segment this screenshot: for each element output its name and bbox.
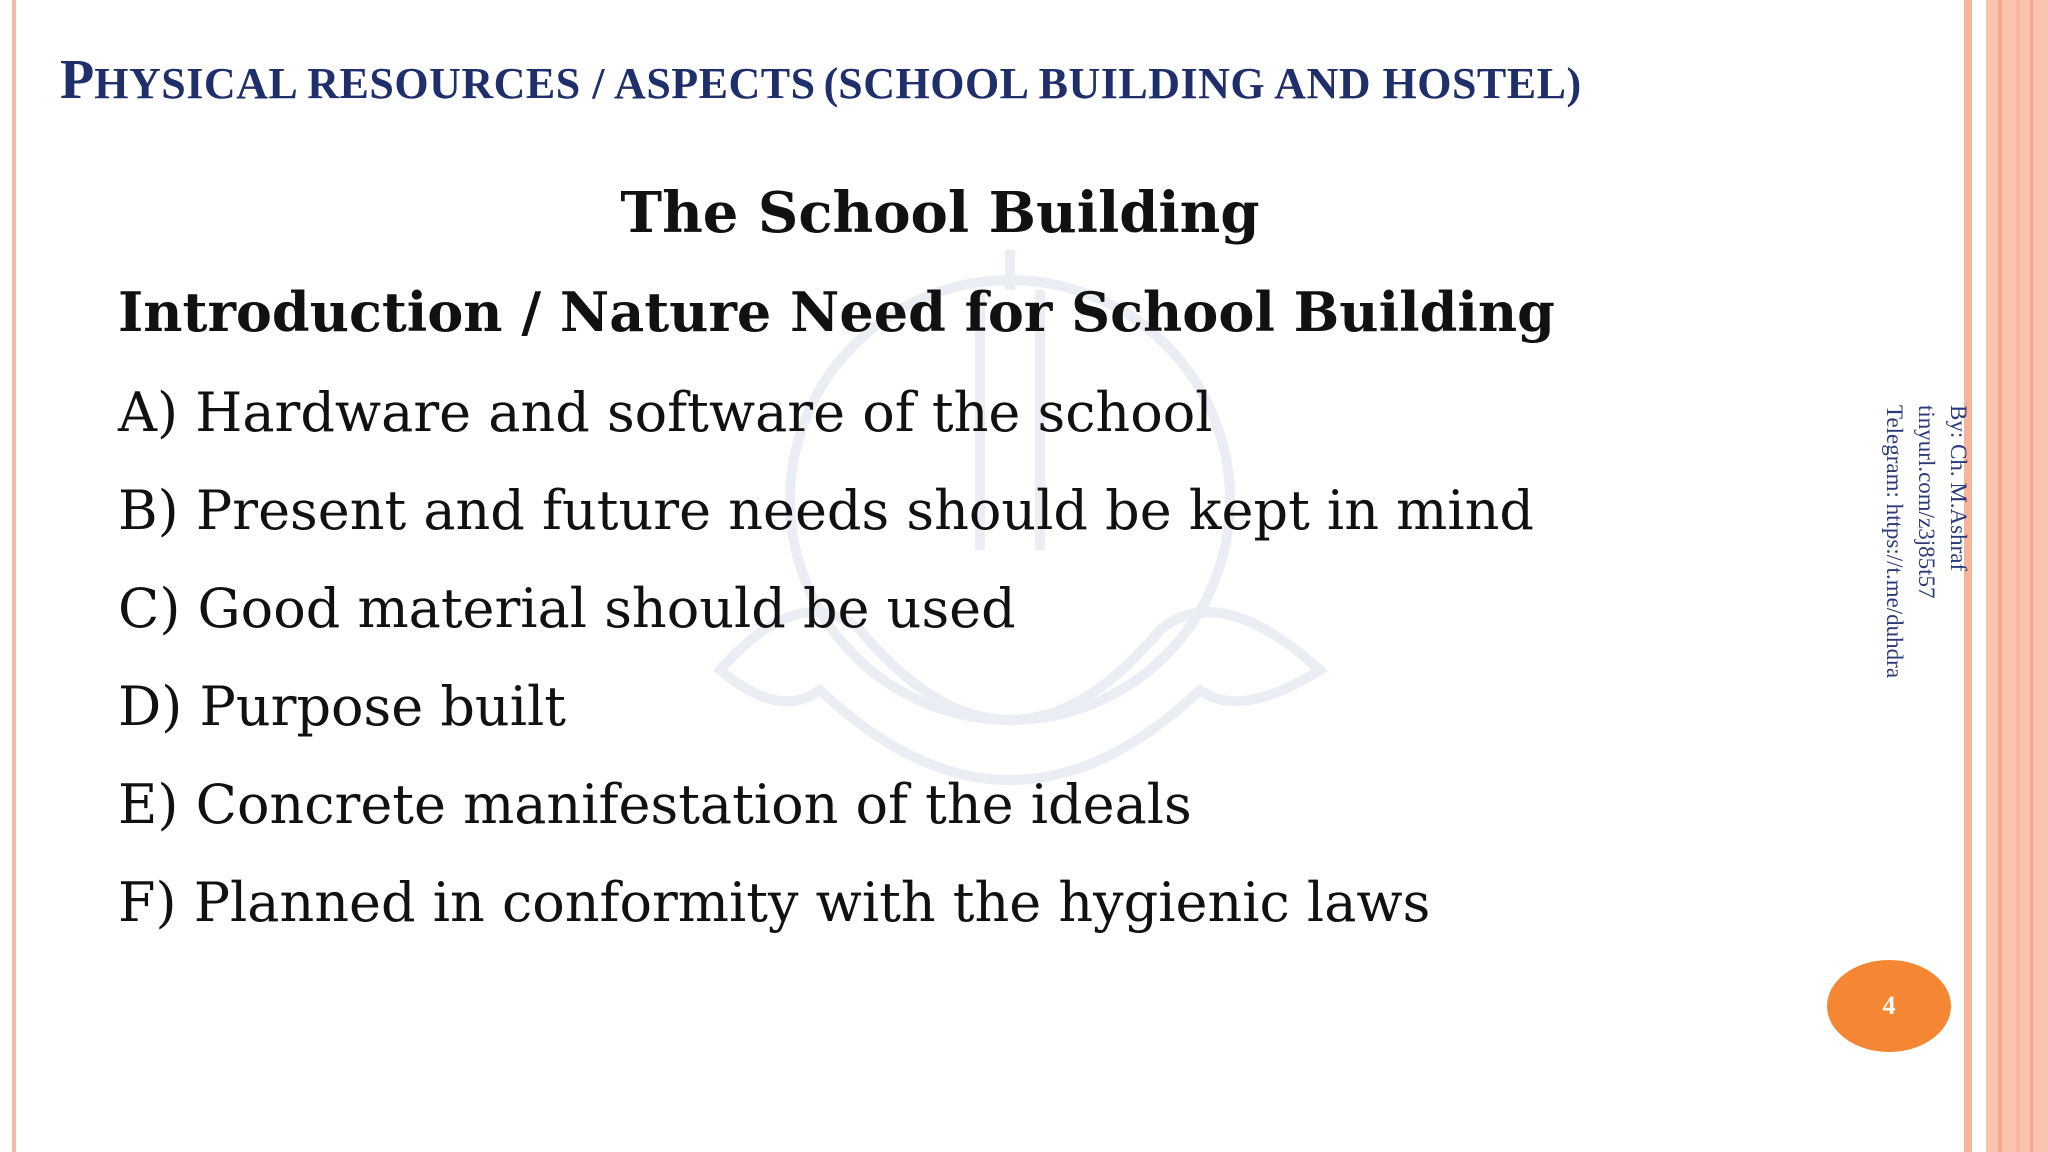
credit-telegram: Telegram: https://t.me/duhdra bbox=[1882, 405, 1907, 679]
page-number-badge: 4 bbox=[1827, 960, 1951, 1052]
point-a: A) Hardware and software of the school bbox=[118, 381, 1213, 444]
credit-link: tinyurl.com/z3j85t57 bbox=[1914, 405, 1939, 599]
slide-title: PHYSICAL RESOURCES / ASPECTS (SCHOOL BUILDING AND HOSTEL) bbox=[60, 49, 1582, 111]
section-heading: The School Building bbox=[620, 180, 1260, 246]
left-border-line bbox=[12, 0, 16, 1152]
right-border-stripes bbox=[1964, 0, 2048, 1152]
point-c: C) Good material should be used bbox=[118, 577, 1016, 640]
author-credits bbox=[1874, 405, 1974, 765]
point-e: E) Concrete manifestation of the ideals bbox=[118, 773, 1192, 836]
credit-author: By: Ch. M.Ashraf bbox=[1946, 405, 1971, 572]
point-d: D) Purpose built bbox=[118, 675, 566, 738]
intro-heading: Introduction / Nature Need for School Building bbox=[118, 280, 1555, 344]
point-b: B) Present and future needs should be kept in mind bbox=[118, 479, 1534, 542]
point-f: F) Planned in conformity with the hygienic laws bbox=[118, 871, 1431, 934]
points-list bbox=[118, 378, 1534, 966]
